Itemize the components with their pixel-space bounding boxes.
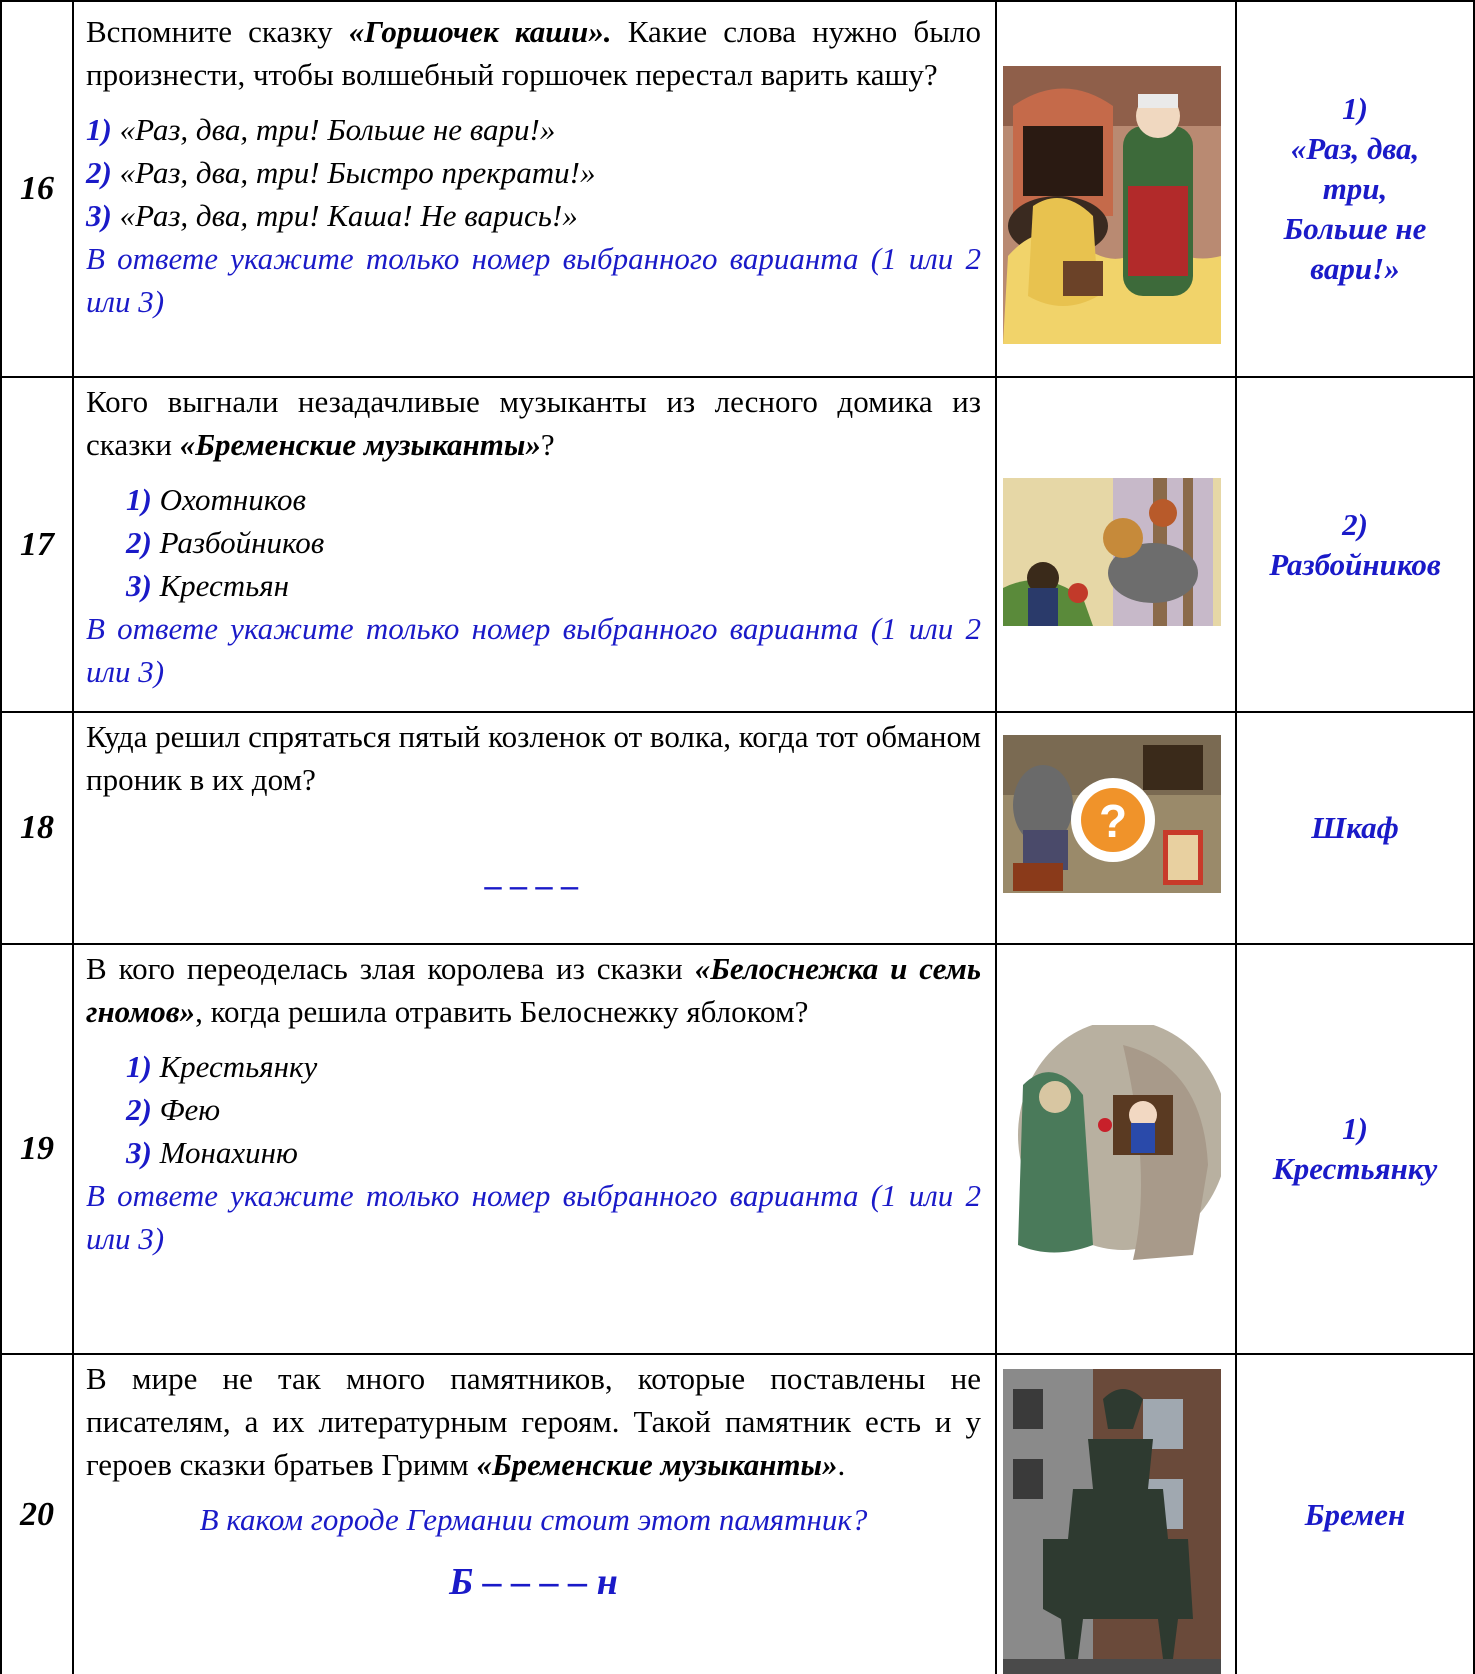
number-cell: [0, 945, 72, 1355]
question-row-19: [0, 945, 1475, 1355]
question-cell: [72, 945, 995, 1355]
question-number: 19: [20, 1130, 54, 1167]
option-1: 1) Крестьянку: [126, 1049, 318, 1084]
option-3: 3) Крестьян: [126, 568, 290, 603]
question-cell: [72, 378, 995, 713]
answer-text: 1) Крестьянку: [1272, 1111, 1438, 1186]
number-cell: [0, 378, 72, 713]
question-number: 20: [20, 1495, 54, 1533]
option-2: 2) «Раз, два, три! Быстро прекрати!»: [86, 155, 596, 190]
question-text: Куда решил спрятаться пятый козленок от волка, когда тот обманом проник в их дом?: [86, 719, 981, 797]
question-number: 18: [20, 809, 54, 846]
answer-hint: В ответе укажите только номер выбранного варианта (1 или 2 или 3): [86, 611, 981, 689]
option-1: 1) Охотников: [126, 482, 306, 517]
answer-hint: В ответе укажите только номер выбранного варианта (1 или 2 или 3): [86, 241, 981, 319]
bremen-monument-photo: [1003, 1369, 1221, 1674]
answer-text: Бремен: [1304, 1496, 1406, 1532]
answer-text: 1) «Раз, два, три, Больше не вари!»: [1283, 91, 1427, 286]
image-cell: [995, 0, 1235, 378]
porridge-pot-illustration: [1003, 66, 1221, 344]
option-2: 2) Разбойников: [126, 525, 325, 560]
image-cell: [995, 945, 1235, 1355]
question-text: Кого выгнали незадачливые музыканты из лесного домика из сказки «Бременские музыканты»?: [86, 384, 981, 462]
question-number: 17: [20, 525, 54, 563]
question-cell: [72, 713, 995, 945]
option-2: 2) Фею: [126, 1092, 221, 1127]
snow-white-witch-illustration: [1003, 1025, 1221, 1265]
image-cell: [995, 713, 1235, 945]
number-cell: [0, 0, 72, 378]
answer-text: 2) Разбойников: [1269, 506, 1441, 582]
answer-text: Шкаф: [1311, 810, 1399, 845]
question-cell: [72, 0, 995, 378]
question-cell: [72, 1355, 995, 1674]
answer-cell: [1235, 713, 1475, 945]
answer-cell: [1235, 378, 1475, 713]
svg-text:?: ?: [1098, 795, 1128, 847]
image-cell: [995, 1355, 1235, 1674]
number-cell: [0, 713, 72, 945]
option-3: 3) «Раз, два, три! Каша! Не варись!»: [86, 198, 578, 233]
image-cell: [995, 378, 1235, 713]
question-row-18: [0, 713, 1475, 945]
option-1: 1) «Раз, два, три! Больше не вари!»: [86, 112, 556, 147]
question-row-20: [0, 1355, 1475, 1674]
question-row-16: [0, 0, 1475, 378]
answer-cell: [1235, 1355, 1475, 1674]
answer-blank: Б – – – – н: [449, 1561, 618, 1603]
answer-hint: В ответе укажите только номер выбранного варианта (1 или 2 или 3): [86, 1178, 981, 1256]
sub-question: В каком городе Германии стоит этот памятник?: [199, 1502, 868, 1537]
options-list: [86, 1045, 981, 1174]
answer-cell: [1235, 945, 1475, 1355]
question-text: В кого переоделась злая королева из сказки «Белоснежка и семь гномов», когда решила отравить Белоснежку яблоком?: [86, 951, 981, 1029]
number-cell: [0, 1355, 72, 1674]
bremen-musicians-illustration: [1003, 478, 1221, 626]
question-row-17: [0, 378, 1475, 713]
wolf-and-kids-illustration: [1003, 735, 1221, 893]
question-text: Вспомните сказку «Горшочек каши». Какие слова нужно было произнести, чтобы волшебный горшочек перестал варить кашу?: [86, 14, 981, 92]
question-number: 16: [20, 170, 54, 207]
answer-blank: _ _ _ _: [486, 856, 581, 893]
options-list: [86, 108, 981, 237]
options-list: [86, 478, 981, 607]
option-3: 3) Монахиню: [126, 1135, 298, 1170]
question-text: В мире не так много памятников, которые поставлены не писателям, а их литературным героям. Такой памятник есть и у героев сказки братьев Гримм «Бременские музыканты».: [86, 1361, 981, 1482]
answer-cell: [1235, 0, 1475, 378]
